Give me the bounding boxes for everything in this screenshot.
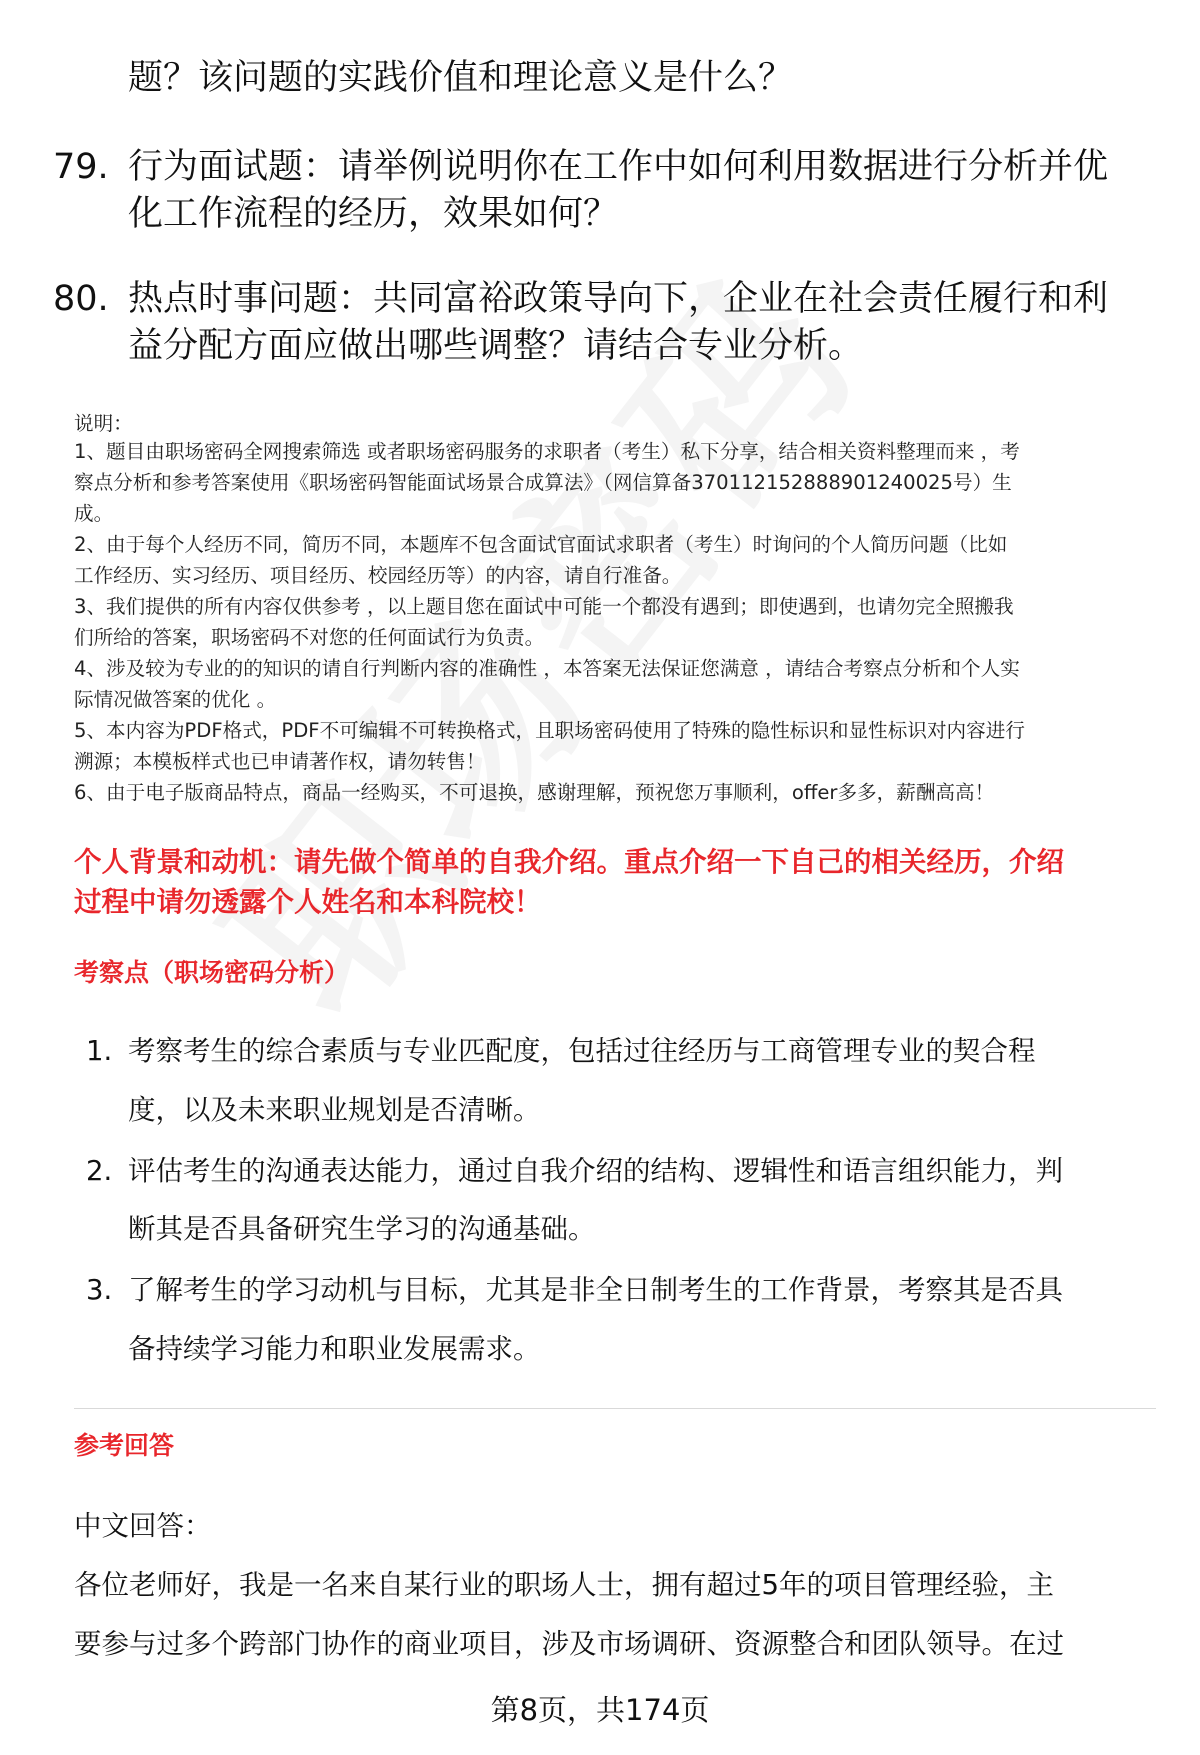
notes-line: 察点分析和参考答案使用《职场密码智能面试场景合成算法》（网信算备370112152888901240025号）生: [74, 471, 1012, 494]
analysis-point-1-line2: 度，以及未来职业规划是否清晰。: [128, 1094, 541, 1126]
analysis-heading: 考察点（职场密码分析）: [74, 958, 350, 987]
current-question-line1: 个人背景和动机：请先做个简单的自我介绍。重点介绍一下自己的相关经历，介绍: [74, 846, 1064, 878]
notes-line: 2、由于每个人经历不同，简历不同，本题库不包含面试官面试求职者（考生）时询问的个人简历问题（比如: [74, 533, 1008, 556]
notes-line: 成。: [74, 502, 114, 525]
notes-line: 1、题目由职场密码全网搜索筛选 或者职场密码服务的求职者（考生）私下分享，结合相关资料整理而来 ，考: [74, 440, 1020, 463]
current-question-line2: 过程中请勿透露个人姓名和本科院校！: [74, 886, 542, 918]
analysis-point-1-number: 1.: [86, 1035, 113, 1067]
notes-line: 3、我们提供的所有内容仅供参考 ，以上题目您在面试中可能一个都没有遇到；即使遇到，也请勿完全照搬我: [74, 595, 1014, 618]
analysis-point-2-line1: 评估考生的沟通表达能力，通过自我介绍的结构、逻辑性和语言组织能力，判: [128, 1155, 1063, 1187]
notes-line: 溯源；本模板样式也已申请著作权，请勿转售！: [74, 750, 486, 773]
notes-line: 5、本内容为PDF格式，PDF不可编辑不可转换格式，且职场密码使用了特殊的隐性标识和显性标识对内容进行: [74, 719, 1025, 742]
notes-line: 们所给的答案，职场密码不对您的任何面试行为负责。: [74, 626, 545, 649]
answer-line: 各位老师好，我是一名来自某行业的职场人士，拥有超过5年的项目管理经验，主: [74, 1569, 1054, 1601]
previous-question-tail: 题？该问题的实践价值和理论意义是什么？: [128, 58, 794, 98]
question-80-line1: 热点时事问题：共同富裕政策导向下，企业在社会责任履行和利: [128, 279, 1109, 319]
answer-line: 要参与过多个跨部门协作的商业项目，涉及市场调研、资源整合和团队领导。在过: [74, 1628, 1064, 1660]
notes-line: 4、涉及较为专业的的知识的请自行判断内容的准确性 ，本答案无法保证您满意 ，请结合考察点分析和个人实: [74, 657, 1020, 680]
question-79-line2: 化工作流程的经历，效果如何？: [128, 194, 619, 234]
question-79-line1: 行为面试题：请举例说明你在工作中如何利用数据进行分析并优: [128, 147, 1109, 187]
question-80-number: 80.: [53, 279, 109, 319]
notes-line: 际情况做答案的优化 。: [74, 688, 277, 711]
section-divider: [74, 1408, 1156, 1409]
analysis-point-3-number: 3.: [86, 1274, 113, 1306]
question-79-number: 79.: [53, 147, 109, 187]
analysis-point-2-line2: 断其是否具备研究生学习的沟通基础。: [128, 1213, 596, 1245]
notes-line: 工作经历、实习经历、项目经历、校园经历等）的内容，请自行准备。: [74, 564, 682, 587]
question-80-line2: 益分配方面应做出哪些调整？请结合专业分析。: [128, 326, 864, 366]
notes-line: 6、由于电子版商品特点，商品一经购买，不可退换，感谢理解，预祝您万事顺利，offer多多，薪酬高高！: [74, 781, 995, 804]
analysis-point-2-number: 2.: [86, 1155, 113, 1187]
analysis-point-3-line1: 了解考生的学习动机与目标，尤其是非全日制考生的工作背景，考察其是否具: [128, 1274, 1063, 1306]
answer-label: 中文回答：: [74, 1510, 212, 1542]
notes-header: 说明：: [74, 412, 133, 435]
analysis-point-3-line2: 备持续学习能力和职业发展需求。: [128, 1333, 541, 1365]
answer-heading: 参考回答: [74, 1431, 175, 1460]
analysis-point-1-line1: 考察考生的综合素质与专业匹配度，包括过往经历与工商管理专业的契合程: [128, 1035, 1036, 1067]
page-footer: 第8页，共174页: [490, 1693, 710, 1727]
